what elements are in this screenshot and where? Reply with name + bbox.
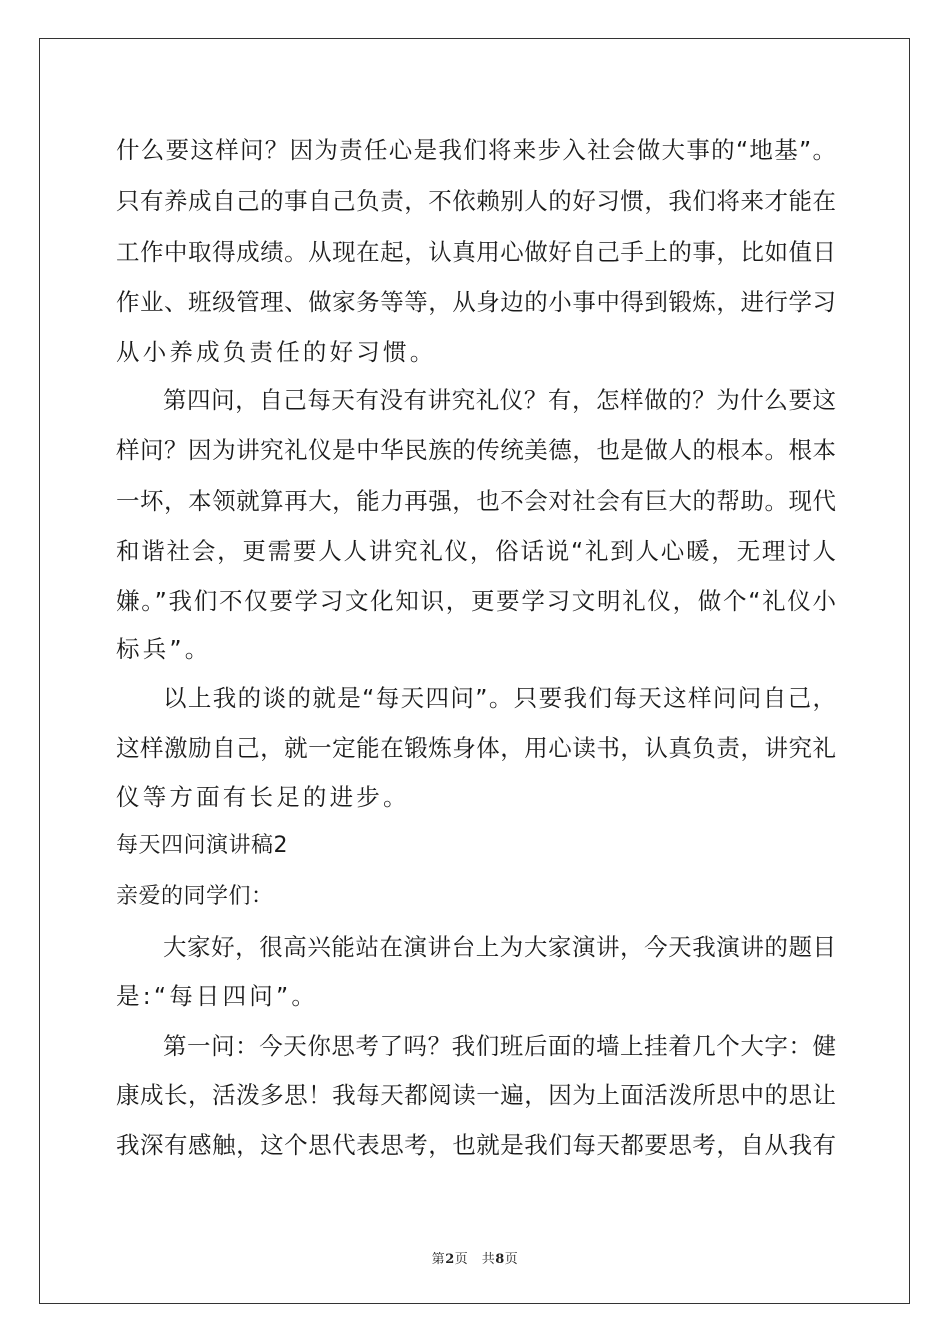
text-line: 嫌。”我们不仅要学习文化知识，更要学习文明礼仪，做个“礼仪小 [116,587,836,615]
total-page-count: 8 [495,1252,505,1267]
text-line: 和谐社会，更需要人人讲究礼仪，俗话说“礼到人心暖，无理讨人 [116,537,836,565]
text-line: 一坏，本领就算再大，能力再强，也不会对社会有巨大的帮助。现代 [116,487,836,515]
text-line: 从小养成负责任的好习惯。 [116,338,437,366]
text-line: 康成长，活泼多思！我每天都阅读一遍，因为上面活泼所思中的思让 [116,1081,836,1109]
text-line: 标兵”。 [116,635,212,663]
paragraph-first-line: 第四问，自己每天有没有讲究礼仪？有，怎样做的？为什么要这 [163,386,836,414]
page-number-footer [0,1248,950,1267]
salutation: 亲爱的同学们： [116,884,274,909]
text-line: 工作中取得成绩。从现在起，认真用心做好自己手上的事，比如值日 [116,238,836,266]
page-label-suffix: 页 [504,1252,519,1267]
paragraph-first-line: 第一问：今天你思考了吗？我们班后面的墙上挂着几个大字：健 [163,1032,836,1060]
paragraph-first-line: 以上我的谈的就是“每天四问”。只要我们每天这样问问自己， [163,684,836,712]
page-border [39,38,910,1304]
page-label-middle: 页 共 [454,1252,496,1267]
text-line: 样问？因为讲究礼仪是中华民族的传统美德，也是做人的根本。根本 [116,436,836,464]
text-line: 我深有感触，这个思代表思考，也就是我们每天都要思考，自从我有 [116,1131,836,1159]
text-line: 只有养成自己的事自己负责，不依赖别人的好习惯，我们将来才能在 [116,187,836,215]
current-page-number: 2 [445,1252,455,1267]
text-line: 什么要这样问？因为责任心是我们将来步入社会做大事的“地基”。 [116,136,836,164]
text-line: 仪等方面有长足的进步。 [116,783,410,811]
text-line: 这样激励自己，就一定能在锻炼身体，用心读书，认真负责，讲究礼 [116,734,836,762]
page-label-prefix: 第 [431,1252,446,1267]
section-title: 每天四问演讲稿2 [116,833,288,858]
paragraph-first-line: 大家好，很高兴能站在演讲台上为大家演讲，今天我演讲的题目 [163,933,836,961]
text-line: 作业、班级管理、做家务等等，从身边的小事中得到锻炼，进行学习 [116,288,836,316]
text-line: 是:“每日四问”。 [116,982,319,1010]
